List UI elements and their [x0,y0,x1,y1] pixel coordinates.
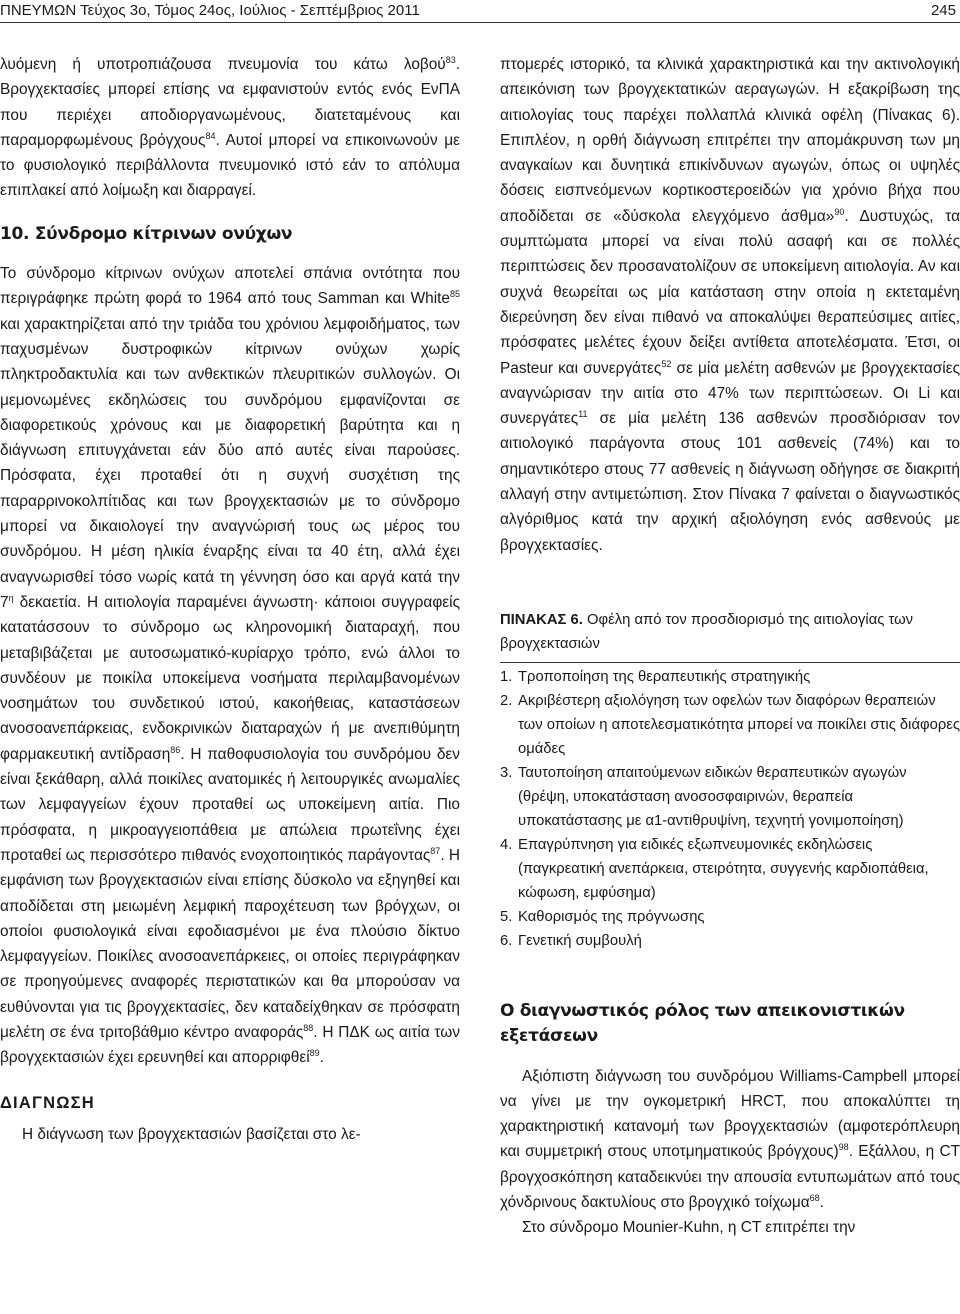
table-6-label: ΠΙΝΑΚΑΣ 6. [500,611,583,628]
section-10-paragraph: Το σύνδρομο κίτρινων ονύχων αποτελεί σπάνια οντότητα που περιγράφηκε πρώτη φορά το 1964 από τους Samman και White$^{85}$ και χαρακτηρίζεται από την τριάδα του χρόνιου λεμφοιδήματος, των παχυσμένων δυστροφικών κίτρινων ονύχων χωρίς πληκτροδακτυλία και των ανθεκτικών πλευριτικών συλλογών. Οι μεμονωμένες εκδηλώσεις του συνδρόμου εμφανίζονται σε διαφορετικούς χρόνους και με διαφορετική βαρύτητα και η διάγνωση επιτυγχάνεται εάν δύο από αυτές είναι παρούσες. Πρόσφατα, έχει προταθεί ότι η συχνή συσχέτιση της παραρρινοκολπίτιδας και των βρογχεκτασιών με το σύνδρομο μπορεί να δικαιολογεί την αναγνώρισή τους ως μέρος του συνδρόμου. Η μέση ηλικία έναρξης είναι τα 40 έτη, αλλά έχει αναγνωρισθεί τόσο νωρίς κατά τη γέννηση όσο και αργά κατά την $7^\eta$ δεκαετία. Η αιτιολογία παραμένει άγνωστη· κάποιοι συγγραφείς κατατάσσουν το σύνδρομο ως κληρονομική διαταραχή, που μεταβιβάζεται με αυτοσωματικό-κυρίαρχο τρόπο, ενώ άλλοι το συνδέουν με ποικίλα υποκείμενα νοσήματα περιλαμβανομένων νοσημάτων του συνδετικού ιστού, κακοήθειας, καταστάσεων ανοσοανεπάρκειας, ενδοκρινικών διαταραχών ή με ανεπιθύμητη φαρμακευτική αντίδραση$^{86}$. Η παθοφυσιολογία του συνδρόμου δεν είναι ξεκάθαρη, αλλά ποικίλες ανατομικές ή λειτουργικές ανωμαλίες των λεμφαγγείων έχουν προταθεί ως υποκείμενη αιτία. Πιο πρόσφατα, η μικροαγγειοπάθεια με απώλεια πρωτεΐνης έχει προταθεί ως περισσότερο πιθανός ενοχοποιητικός παράγοντας$^{87}$. Η εμφάνιση των βρογχεκτασιών είναι επίσης δύσκολο να εξηγηθεί και αποδίδεται στη μειωμένη λεμφική παροχέτευση των βρόγχων, οι οποίοι φυσιολογικά είναι εφοδιασμένοι με ένα πλούσιο δίκτυο λεμφαγγείων. Ποικίλες ανοσοανεπάρκειες, οι οποίες περιγράφηκαν σε προηγούμενες αναφορές περιστατικών και θα μπορούσαν να ευθύνονται για τις βρογχεκτασίες, δεν καταδείχθηκαν σε πρόσφατη μελέτη σε ένα τριτοβάθμιο κέντρο αναφοράς$^{88}$. Η ΠΔΚ ως αιτία των βρογχεκτασιών έχει ερευνηθεί και απορριφθεί$^{89}$. [0,265,460,1067]
right-column [500,52,960,1241]
section-10-heading: 10. Σύνδρομο κίτρινων ονύχων [0,223,293,244]
table-item: 4. Επαγρύπνηση για ειδικές εξωπνευμονικές εκδηλώσεις (παγκρεατική ανεπάρκεια, στειρότητα, συγγενής καρδιοπάθεια, κώφωση, εμφύσημα) [500,836,929,901]
table-item: 6. Γενετική συμβουλή [500,932,642,949]
table-item: 5. Καθορισμός της πρόγνωσης [500,908,705,925]
page-number: 245 [930,2,956,19]
mounier-kuhn-paragraph: Στο σύνδρομο Mounier-Kuhn, η CT επιτρέπει την [522,1219,856,1237]
imaging-paragraph: Αξιόπιστη διάγνωση του συνδρόμου Williams-Campbell μπορεί να γίνει με την ογκομετρική HRCT, που αποκαλύπτει τη χαρακτηριστική κατανομή των βρογχεκτασιών (αμφοτερόπλευρη και συμμετρική στους υποτμηματικούς βρόγχους)$^{98}$. Εξάλλου, η CT βρογχοσκόπηση καταδεικνύει την απουσία εντυπωμάτων από τους χόνδρινους δακτυλίους στο βρογχικό τοίχωμα$^{68}$. [500,1067,960,1212]
table-6 [500,608,960,953]
left-column [0,52,460,1147]
table-6-caption: ΠΙΝΑΚΑΣ 6. Οφέλη από τον προσδιορισμό της αιτιολογίας των βρογχεκτασιών [500,611,914,652]
clinical-history-paragraph: πτομερές ιστορικό, τα κλινικά χαρακτηριστικά και την ακτινολογική απεικόνιση των βρογχεκτατικών αεραγωγών. Η εξακρίβωση της αιτιολογίας τους παρέχει πολλαπλά κλινικά οφέλη (Πίνακας 6). Επιπλέον, η ορθή διάγνωση επιτρέπει την απομάκρυνση των μη αναγκαίων και δυνητικά επικίνδυνων αγωγών, όπως οι υψηλές δόσεις εισπνεόμενων κορτικοστεροειδών για χρόνιο βήχα που αποδίδεται σε «δύσκολα ελεγχόμενο άσθμα»$^{90}$. Δυστυχώς, τα συμπτώματα μπορεί να είναι πολύ ασαφή και σε πολλές περιπτώσεις δεν προσανατολίζουν σε υποκείμενη αιτιολογία. Αν και συχνά θεωρείται ως μία κατάσταση στην οποία η εκτεταμένη διερεύνηση δεν είναι πιθανό να αποκαλύψει θεραπεύσιμες αιτίες, πρόσφατες μελέτες έχουν δείξει αντίθετα αποτελέσματα. Έτσι, οι Pasteur και συνεργάτες$^{52}$ σε μία μελέτη ασθενών με βρογχεκτασίες αναγνώρισαν την αιτία στο 47% των περιπτώσεων. Οι Li και συνεργάτες$^{11}$ σε μία μελέτη 136 ασθενών προσδιόρισαν τον αιτιολογικό παράγοντα στους 101 ασθενείς (74%) και το σημαντικότερο στους 77 ασθενείς η διάγνωση οδήγησε σε διακριτή αλλαγή στην αντιμετώπιση. Στον Πίνακα 7 φαίνεται ο διαγνωστικός αλγόριθμος κατά την αρχική αξιολόγηση ενός ασθενούς με βρογχεκτασίες. [500,56,960,554]
diagnosis-paragraph: Η διάγνωση των βρογχεκτασιών βασίζεται στο λε- [22,1125,361,1143]
table-item: 2. Ακριβέστερη αξιολόγηση των οφελών των διαφόρων θεραπειών των οποίων η αποτελεσματικότητα μπορεί να ποικίλει στις διάφορες ομάδες [500,692,960,757]
imaging-section-heading: Ο διαγνωστικός ρόλος των απεικονιστικών εξετάσεων [500,1000,905,1047]
table-item: 3. Ταυτοποίηση απαιτούμενων ειδικών θεραπευτικών αγωγών (θρέψη, υποκατάσταση ανοσοσφαιρινών, θεραπεία υποκατάστασης με α1-αντιθρυψίνη, τεχνητή γονιμοποίηση) [500,764,907,829]
intro-paragraph: λυόμενη ή υποτροπιάζουσα πνευμονία του κάτω λοβού$^{83}$. Βρογχεκτασίες μπορεί επίσης να εμφανιστούν εντός ενός ΕνΠΑ που περιέχει αποδιοργανωμένους, διατεταμένους και παραμορφωμένους βρόγχους$^{84}$. Αυτοί μπορεί να επικοινωνούν με το φυσιολογικό περιβάλλοντα πνευμονικό ιστό εάν το απόλυμα επιπλακεί από λοίμωξη και διαρραγεί. [0,55,460,200]
table-item: 1. Τροποποίηση της θεραπευτικής στρατηγικής [500,668,811,685]
diagnosis-heading: ΔΙΑΓΝΩΣΗ [0,1093,95,1112]
journal-title: ΠΝΕΥΜΩΝ Τεύχος 3ο, Τόμος 24ος, Ιούλιος - Σεπτέμβριος 2011 [0,2,420,19]
running-header [0,0,960,23]
table-divider [500,662,960,663]
